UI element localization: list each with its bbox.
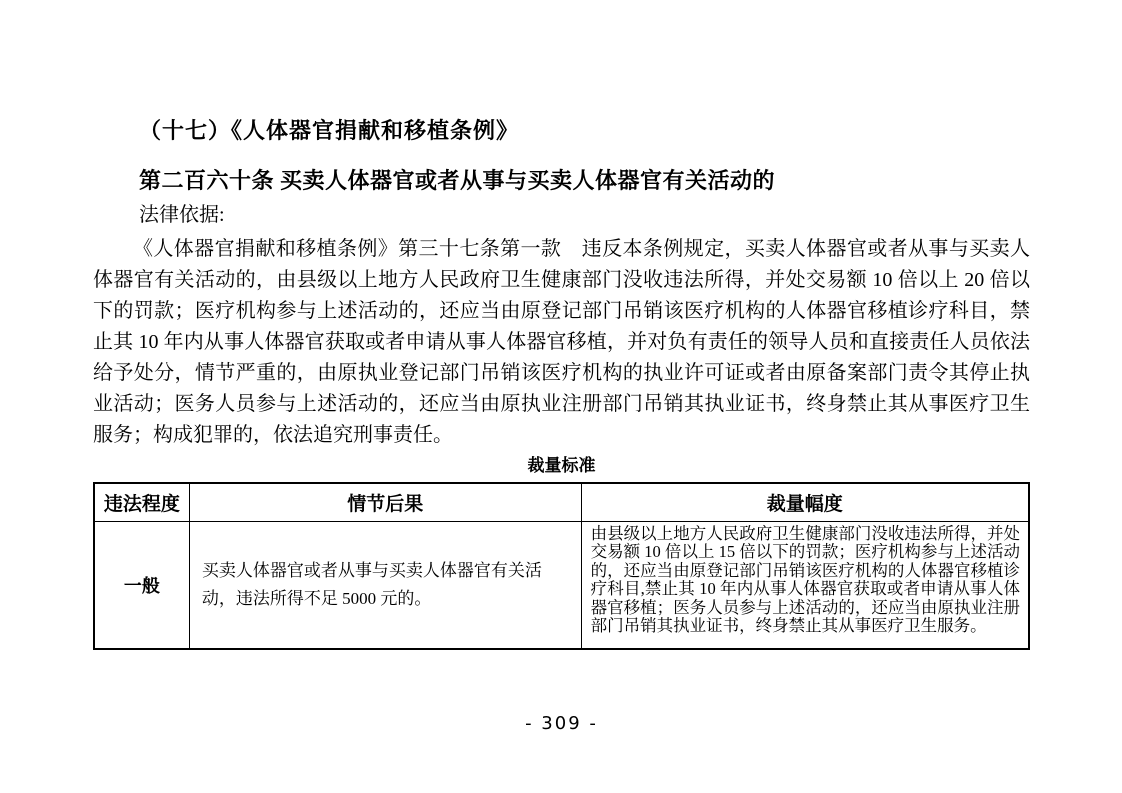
legal-basis-paragraph: 《人体器官捐献和移植条例》第三十七条第一款 违反本条例规定，买卖人体器官或者从事与买卖人体器官有关活动的，由县级以上地方人民政府卫生健康部门没收违法所得，并处交易额 10 倍以上 20 倍以下的罚款；医疗机构参与上述活动的，还应当由原登记部门吊销该医疗机构的人体器官移植诊疗科目，禁止其 10 年内从事人体器官获取或者申请从事人体器官移植，并对负有责任的领导人员和直接责任人员依法给予处分，情节严重的，由原执业登记部门吊销该医疗机构的执业许可证或者由原备案部门责令其停止执业活动；医务人员参与上述活动的，还应当由原执业注册部门吊销其执业证书，终身禁止其从事医疗卫生服务；构成犯罪的，依法追究刑事责任。	[93, 238, 1030, 446]
legal-basis-label: 法律依据:	[139, 204, 225, 226]
article-heading: 第二百六十条 买卖人体器官或者从事与买卖人体器官有关活动的	[139, 168, 776, 193]
page-number: - 309 -	[525, 713, 598, 734]
column-header-violation-degree: 违法程度	[94, 483, 189, 521]
table-title: 裁量标准	[527, 456, 596, 475]
discretion-standards-table	[93, 482, 1030, 650]
cell-discretion-range: 由县级以上地方人民政府卫生健康部门没收违法所得，并处交易额 10 倍以上 15 倍以下的罚款；医疗机构参与上述活动的，还应当由原登记部门吊销该医疗机构的人体器官移植诊疗科目,禁止其 10 年内从事人体器官获取或者申请从事人体器官移植；医务人员参与上述活动的，还应当由原执业注册部门吊销其执业证书，终身禁止其从事医疗卫生服务。	[581, 521, 1029, 649]
section-heading: （十七）《人体器官捐献和移植条例》	[139, 118, 520, 143]
column-header-discretion-range: 裁量幅度	[581, 483, 1029, 521]
cell-violation-degree: 一般	[94, 521, 189, 649]
column-header-circumstances: 情节后果	[189, 483, 581, 521]
table-header-row	[94, 483, 1029, 521]
cell-circumstances: 买卖人体器官或者从事与买卖人体器官有关活动，违法所得不足 5000 元的。	[189, 521, 581, 649]
table-row	[94, 521, 1029, 649]
